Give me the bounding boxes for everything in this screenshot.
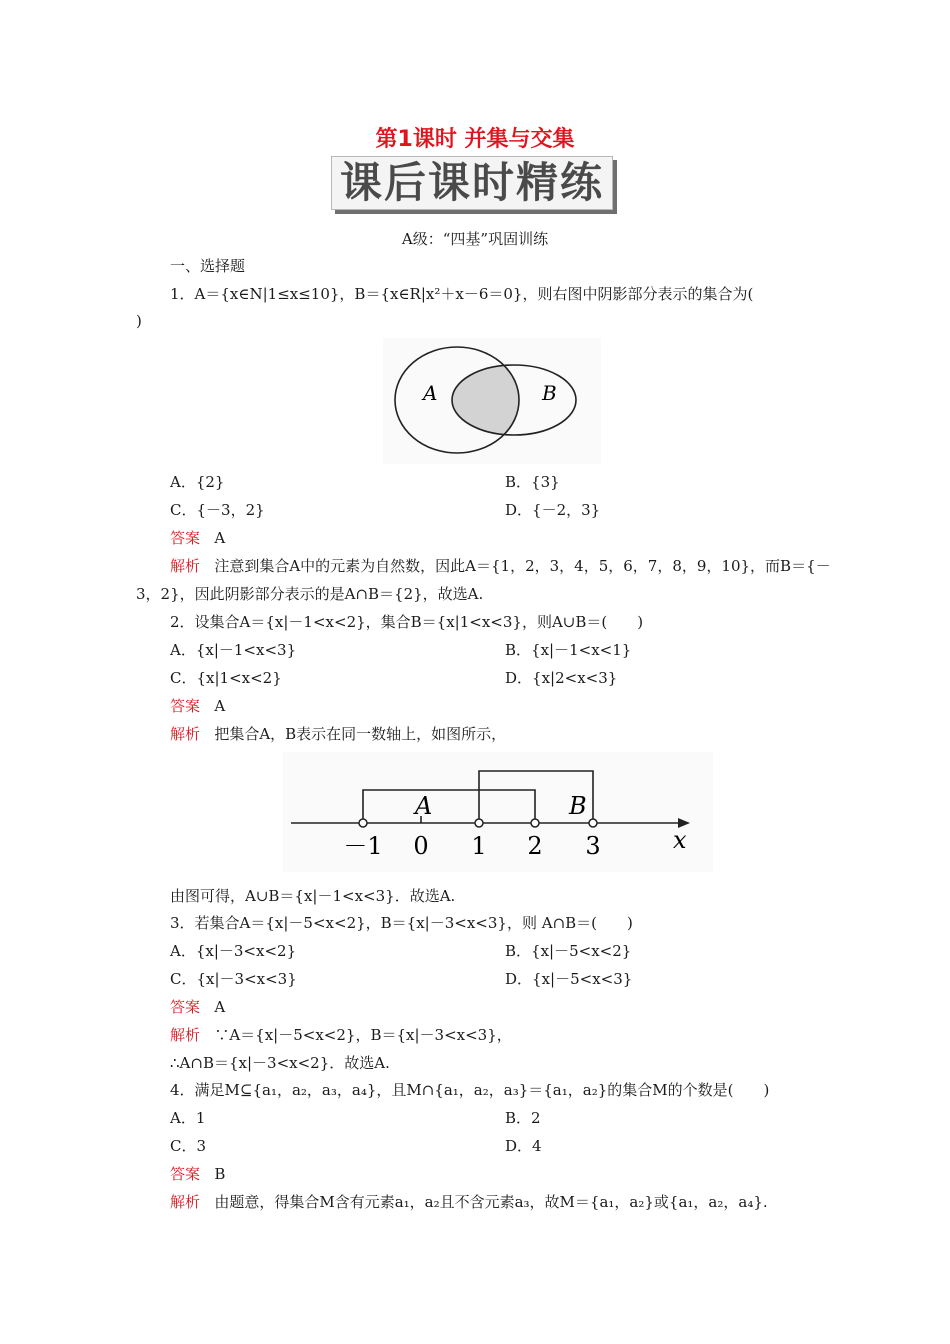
section-heading: 一、选择题: [170, 257, 246, 275]
axis-variable: x: [673, 826, 687, 854]
explanation-text: 注意到集合A中的元素为自然数，因此A＝{1，2，3，4，5，6，7，8，9，10}，而B＝{－: [214, 557, 831, 575]
q4-option-b: B．2: [505, 1109, 541, 1127]
venn-label-b: B: [542, 381, 557, 405]
q2-option-a: A．{x|－1<x<3}: [170, 641, 297, 659]
q2-stem: 2．设集合A＝{x|－1<x<2}，集合B＝{x|1<x<3}，则A∪B＝( ): [170, 613, 644, 631]
explanation-text: 由题意，得集合M含有元素a₁，a₂且不含元素a₃，故M＝{a₁，a₂}或{a₁，a₂，a₄}.: [214, 1193, 768, 1211]
explanation-label: 解析: [170, 557, 201, 575]
explanation-label: 解析: [170, 725, 201, 743]
page-title: 第1课时 并集与交集: [375, 127, 575, 152]
q4-stem: 4．满足M⊆{a₁，a₂，a₃，a₄}，且M∩{a₁，a₂，a₃}＝{a₁，a₂}的集合M的个数是( ): [170, 1081, 770, 1099]
tick-label: 2: [527, 832, 543, 860]
answer-value: B: [214, 1165, 226, 1183]
q1-stem: 1．A＝{x∈N|1≤x≤10}，B＝{x∈R|x²＋x－6＝0}，则右图中阴影部分表示的集合为(: [170, 285, 754, 303]
answer-label: 答案: [170, 697, 201, 715]
q2-answer: [170, 696, 225, 716]
q1-option-a: A．{2}: [170, 473, 225, 491]
q1-explanation: [170, 556, 831, 576]
q3-answer: [170, 997, 225, 1017]
q4-option-c: C．3: [170, 1137, 207, 1155]
tick-label: －1: [343, 832, 383, 860]
answer-label: 答案: [170, 529, 201, 547]
venn-label-a: A: [423, 381, 438, 405]
q4-option-d: D．4: [505, 1137, 542, 1155]
explanation-label: 解析: [170, 1026, 201, 1044]
tick-label: 3: [585, 832, 601, 860]
q3-option-a: A．{x|－3<x<2}: [170, 942, 297, 960]
tick-label: 0: [413, 832, 429, 860]
axis-label-b: B: [569, 792, 587, 820]
q2-explanation-cont: 由图可得，A∪B＝{x|－1<x<3}．故选A.: [170, 887, 456, 905]
tick-label: 1: [471, 832, 487, 860]
open-point: [359, 819, 367, 827]
q1-answer: [170, 528, 225, 548]
section-banner: [331, 156, 617, 214]
q4-explanation: [170, 1192, 768, 1212]
explanation-text: 把集合A，B表示在同一数轴上，如图所示，: [214, 725, 507, 743]
q4-answer: [170, 1164, 225, 1184]
explanation-text: ∵A＝{x|－5<x<2}，B＝{x|－3<x<3}，: [214, 1026, 512, 1044]
open-point: [589, 819, 597, 827]
q3-stem: 3．若集合A＝{x|－5<x<2}，B＝{x|－3<x<3}，则 A∩B＝( ): [170, 914, 633, 932]
number-line-diagram: [283, 752, 713, 872]
q3-option-c: C．{x|－3<x<3}: [170, 970, 297, 988]
answer-value: A: [214, 697, 226, 715]
q1-explanation-cont: 3，2}，因此阴影部分表示的是A∩B＝{2}，故选A.: [136, 585, 484, 603]
q1-option-d: D．{－2，3}: [505, 501, 601, 519]
q2-option-d: D．{x|2<x<3}: [505, 669, 618, 687]
q1-stem-end: ): [136, 312, 142, 330]
q4-option-a: A．1: [170, 1109, 206, 1127]
answer-label: 答案: [170, 1165, 201, 1183]
q2-option-b: B．{x|－1<x<1}: [505, 641, 632, 659]
q3-explanation: [170, 1025, 512, 1045]
q2-option-c: C．{x|1<x<2}: [170, 669, 282, 687]
answer-value: A: [214, 998, 226, 1016]
banner-text: 课后课时精练: [339, 158, 604, 207]
answer-value: A: [214, 529, 226, 547]
axis-label-a: A: [415, 792, 433, 820]
venn-diagram: [383, 338, 601, 464]
q1-option-b: B．{3}: [505, 473, 560, 491]
q3-explanation-cont: ∴A∩B＝{x|－3<x<2}．故选A.: [170, 1054, 390, 1072]
q1-option-c: C．{－3，2}: [170, 501, 265, 519]
q2-explanation: [170, 724, 506, 744]
open-point: [531, 819, 539, 827]
q3-option-d: D．{x|－5<x<3}: [505, 970, 633, 988]
level-heading: A级：“四基”巩固训练: [401, 230, 549, 248]
answer-label: 答案: [170, 998, 201, 1016]
open-point: [475, 819, 483, 827]
q3-option-b: B．{x|－5<x<2}: [505, 942, 632, 960]
explanation-label: 解析: [170, 1193, 201, 1211]
